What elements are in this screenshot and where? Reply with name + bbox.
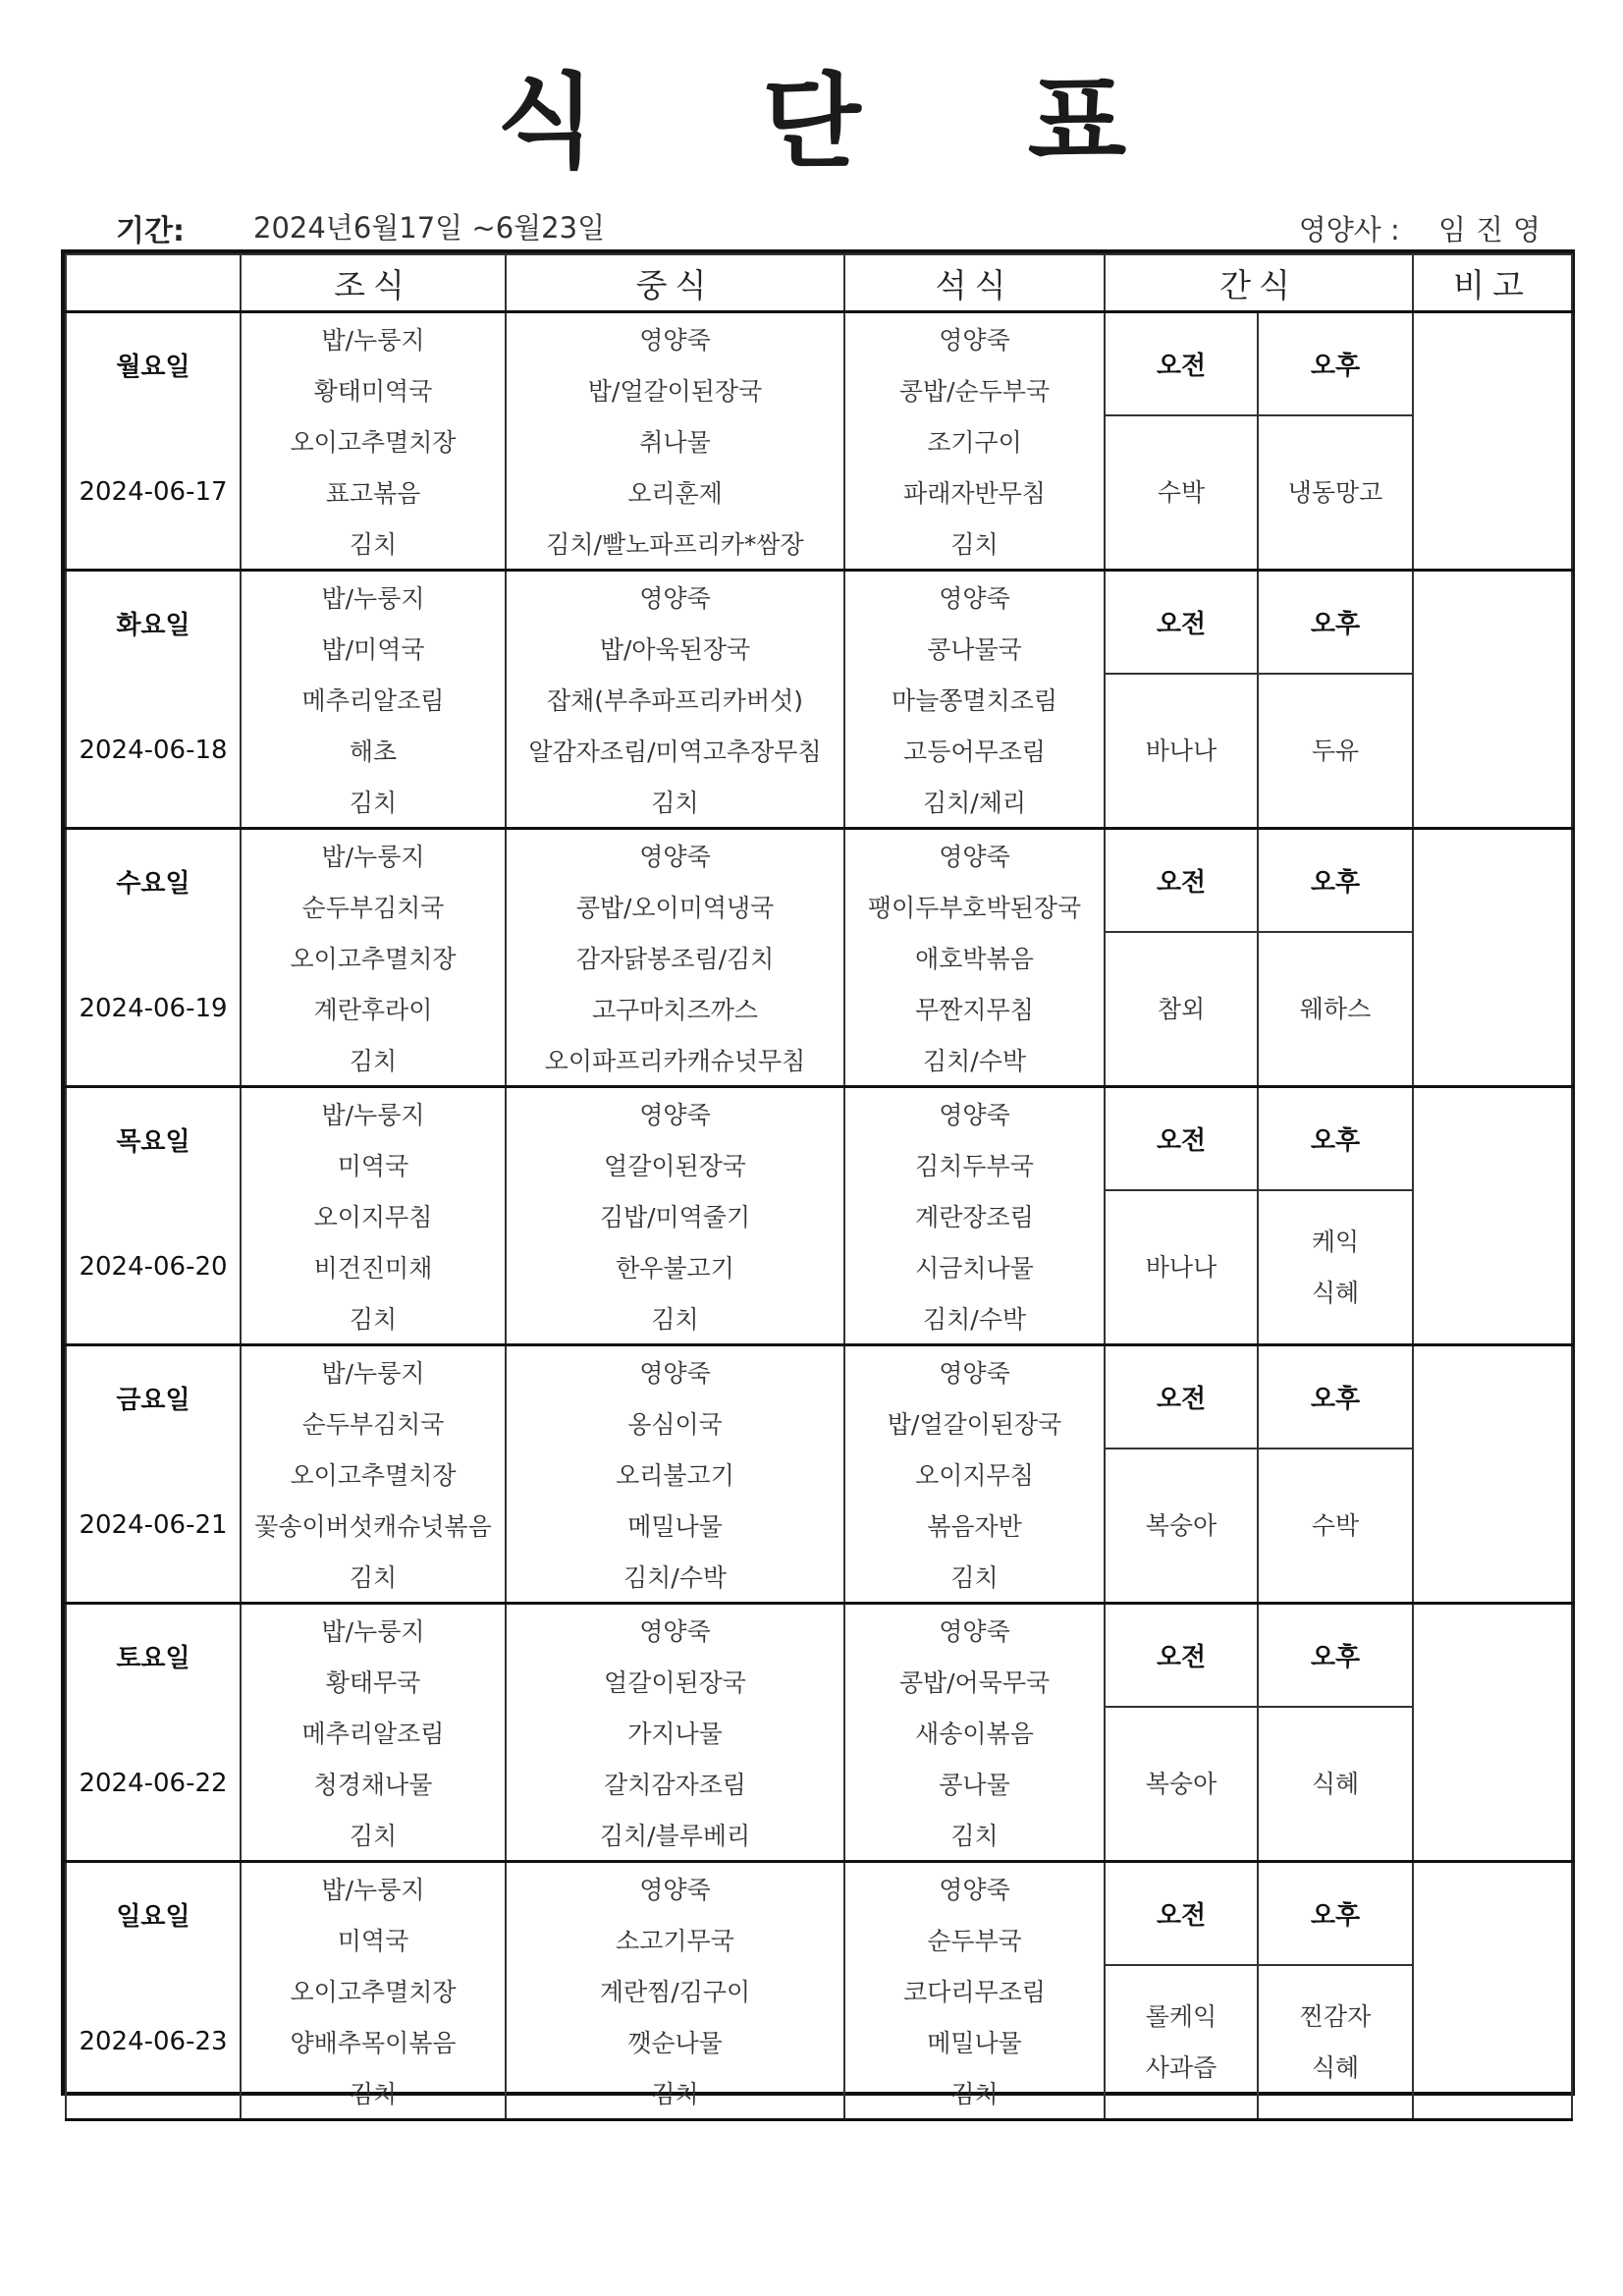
snack-pm-label: 오후 <box>1258 571 1413 675</box>
lunch-item: 콩밥/오이미역냉국 <box>506 881 844 932</box>
dinner-item: 김치 <box>844 2067 1105 2120</box>
lunch-item: 깻순나물 <box>506 2016 844 2067</box>
day-label: 월요일 <box>66 312 241 416</box>
lunch-item: 김치 <box>506 1292 844 1345</box>
lunch-item: 가지나물 <box>506 1707 844 1758</box>
header-dinner: 석식 <box>844 254 1105 312</box>
date-label: 2024-06-17 <box>66 415 241 571</box>
lunch-item: 김치 <box>506 776 844 829</box>
breakfast-item: 밥/누룽지 <box>241 312 506 365</box>
lunch-item: 영양죽 <box>506 571 844 624</box>
day-label: 일요일 <box>66 1862 241 1966</box>
menu-row <box>66 674 1572 725</box>
lunch-item: 한우불고기 <box>506 1241 844 1292</box>
lunch-item: 김치/빨노파프리카*쌈장 <box>506 518 844 571</box>
note-cell <box>1413 1345 1572 1604</box>
dinner-item: 영양죽 <box>844 571 1105 624</box>
dinner-item: 김치 <box>844 1809 1105 1862</box>
dinner-item: 영양죽 <box>844 1862 1105 1915</box>
header-breakfast: 조식 <box>241 254 506 312</box>
dinner-item: 팽이두부호박된장국 <box>844 881 1105 932</box>
lunch-item: 얼갈이된장국 <box>506 1656 844 1707</box>
menu-row <box>66 932 1572 983</box>
breakfast-item: 밥/누룽지 <box>241 571 506 624</box>
menu-row <box>66 1449 1572 1500</box>
breakfast-item: 해초 <box>241 725 506 776</box>
lunch-item: 오리훈제 <box>506 466 844 518</box>
snack-pm-value: 냉동망고 <box>1258 415 1413 571</box>
menu-table-frame <box>61 249 1575 2108</box>
breakfast-item: 밥/미역국 <box>241 623 506 674</box>
day-label: 화요일 <box>66 571 241 675</box>
lunch-item: 얼갈이된장국 <box>506 1139 844 1190</box>
snack-pm-value: 케익 식혜 <box>1258 1190 1413 1345</box>
dinner-item: 순두부국 <box>844 1914 1105 1965</box>
title-char-3: 표 <box>1027 62 1127 182</box>
lunch-item: 김치/수박 <box>506 1551 844 1604</box>
snack-pm-label: 오후 <box>1258 312 1413 416</box>
breakfast-item: 밥/누룽지 <box>241 1345 506 1398</box>
dinner-item: 영양죽 <box>844 312 1105 365</box>
dinner-item: 콩밥/순두부국 <box>844 364 1105 415</box>
dinner-item: 영양죽 <box>844 829 1105 882</box>
breakfast-item: 오이고추멸치장 <box>241 932 506 983</box>
menu-row <box>66 1862 1572 1915</box>
lunch-item: 오리불고기 <box>506 1449 844 1500</box>
snack-am-label: 오전 <box>1105 1862 1258 1966</box>
menu-row <box>66 1190 1572 1241</box>
dinner-item: 계란장조림 <box>844 1190 1105 1241</box>
lunch-item: 영양죽 <box>506 1604 844 1657</box>
note-cell <box>1413 1087 1572 1345</box>
lunch-item: 김밥/미역줄기 <box>506 1190 844 1241</box>
header-lunch: 중식 <box>506 254 844 312</box>
dinner-item: 김치/수박 <box>844 1034 1105 1087</box>
breakfast-item: 밥/누룽지 <box>241 1862 506 1915</box>
lunch-item: 알감자조림/미역고추장무침 <box>506 725 844 776</box>
date-label: 2024-06-19 <box>66 932 241 1087</box>
lunch-item: 영양죽 <box>506 312 844 365</box>
breakfast-item: 김치 <box>241 1034 506 1087</box>
snack-am-value: 바나나 <box>1105 674 1258 829</box>
lunch-item: 고구마치즈까스 <box>506 983 844 1034</box>
dinner-item: 영양죽 <box>844 1087 1105 1140</box>
dinner-item: 밥/얼갈이된장국 <box>844 1397 1105 1449</box>
menu-table <box>65 253 1573 2121</box>
snack-pm-label: 오후 <box>1258 1087 1413 1191</box>
breakfast-item: 표고볶음 <box>241 466 506 518</box>
lunch-item: 잡채(부추파프리카버섯) <box>506 674 844 725</box>
dinner-item: 조기구이 <box>844 415 1105 466</box>
lunch-item: 영양죽 <box>506 1862 844 1915</box>
breakfast-item: 순두부김치국 <box>241 881 506 932</box>
breakfast-item: 오이고추멸치장 <box>241 1449 506 1500</box>
dinner-item: 김치/수박 <box>844 1292 1105 1345</box>
day-label: 금요일 <box>66 1345 241 1449</box>
date-label: 2024-06-20 <box>66 1190 241 1345</box>
dinner-item: 파래자반무침 <box>844 466 1105 518</box>
breakfast-item: 김치 <box>241 1551 506 1604</box>
dinner-item: 볶음자반 <box>844 1500 1105 1551</box>
header-row <box>66 254 1572 312</box>
date-label: 2024-06-21 <box>66 1449 241 1604</box>
snack-pm-label: 오후 <box>1258 1604 1413 1708</box>
breakfast-item: 미역국 <box>241 1139 506 1190</box>
lunch-item: 밥/얼갈이된장국 <box>506 364 844 415</box>
lunch-item: 계란찜/김구이 <box>506 1965 844 2016</box>
dinner-item: 김치 <box>844 518 1105 571</box>
period-value: 2024년6월17일 ~6월23일 <box>253 211 606 245</box>
snack-pm-value: 식혜 <box>1258 1707 1413 1862</box>
snack-am-label: 오전 <box>1105 1345 1258 1449</box>
menu-row <box>66 312 1572 365</box>
snack-am-value: 수박 <box>1105 415 1258 571</box>
snack-pm-label: 오후 <box>1258 829 1413 933</box>
breakfast-item: 김치 <box>241 2067 506 2120</box>
dinner-item: 콩밥/어묵무국 <box>844 1656 1105 1707</box>
breakfast-item: 밥/누룽지 <box>241 829 506 882</box>
breakfast-item: 김치 <box>241 776 506 829</box>
breakfast-item: 메추리알조림 <box>241 674 506 725</box>
snack-pm-value: 두유 <box>1258 674 1413 829</box>
lunch-item: 소고기무국 <box>506 1914 844 1965</box>
breakfast-item: 꽃송이버섯캐슈넛볶음 <box>241 1500 506 1551</box>
snack-am-label: 오전 <box>1105 312 1258 416</box>
menu-row <box>66 1604 1572 1657</box>
snack-am-value: 복숭아 <box>1105 1707 1258 1862</box>
breakfast-item: 계란후라이 <box>241 983 506 1034</box>
lunch-item: 감자닭봉조림/김치 <box>506 932 844 983</box>
breakfast-item: 오이고추멸치장 <box>241 1965 506 2016</box>
header-snack: 간식 <box>1105 254 1413 312</box>
page-title <box>0 54 1623 182</box>
menu-row <box>66 829 1572 882</box>
day-label: 수요일 <box>66 829 241 933</box>
lunch-item: 취나물 <box>506 415 844 466</box>
header-blank <box>66 254 241 312</box>
dinner-item: 오이지무침 <box>844 1449 1105 1500</box>
breakfast-item: 김치 <box>241 1809 506 1862</box>
lunch-item: 오이파프리카캐슈넛무침 <box>506 1034 844 1087</box>
snack-pm-value: 수박 <box>1258 1449 1413 1604</box>
menu-row <box>66 1965 1572 2016</box>
menu-row <box>66 1345 1572 1398</box>
menu-row <box>66 1707 1572 1758</box>
breakfast-item: 오이고추멸치장 <box>241 415 506 466</box>
lunch-item: 옹심이국 <box>506 1397 844 1449</box>
note-cell <box>1413 1862 1572 2120</box>
breakfast-item: 순두부김치국 <box>241 1397 506 1449</box>
title-char-2: 단 <box>762 62 861 182</box>
day-label: 토요일 <box>66 1604 241 1708</box>
snack-am-label: 오전 <box>1105 1087 1258 1191</box>
lunch-item: 영양죽 <box>506 1087 844 1140</box>
lunch-item: 밥/아욱된장국 <box>506 623 844 674</box>
dinner-item: 콩나물국 <box>844 623 1105 674</box>
snack-am-value: 복숭아 <box>1105 1449 1258 1604</box>
snack-pm-value: 웨하스 <box>1258 932 1413 1087</box>
dinner-item: 고등어무조림 <box>844 725 1105 776</box>
dinner-item: 시금치나물 <box>844 1241 1105 1292</box>
dinner-item: 메밀나물 <box>844 2016 1105 2067</box>
snack-am-label: 오전 <box>1105 829 1258 933</box>
lunch-item: 메밀나물 <box>506 1500 844 1551</box>
menu-body <box>66 312 1572 2120</box>
note-cell <box>1413 829 1572 1087</box>
snack-am-value: 바나나 <box>1105 1190 1258 1345</box>
breakfast-item: 황태미역국 <box>241 364 506 415</box>
breakfast-item: 청경채나물 <box>241 1758 506 1809</box>
breakfast-item: 김치 <box>241 1292 506 1345</box>
snack-am-value: 롤케익 사과즙 <box>1105 1965 1258 2120</box>
snack-pm-label: 오후 <box>1258 1862 1413 1966</box>
note-cell <box>1413 1604 1572 1862</box>
dinner-item: 코다리무조림 <box>844 1965 1105 2016</box>
menu-row <box>66 1087 1572 1140</box>
breakfast-item: 밥/누룽지 <box>241 1087 506 1140</box>
breakfast-item: 메추리알조림 <box>241 1707 506 1758</box>
breakfast-item: 미역국 <box>241 1914 506 1965</box>
dietitian-label: 영양사 : <box>1298 213 1400 246</box>
snack-am-value: 참외 <box>1105 932 1258 1087</box>
dinner-item: 김치/체리 <box>844 776 1105 829</box>
dinner-item: 영양죽 <box>844 1345 1105 1398</box>
dietitian <box>1299 208 1550 248</box>
note-cell <box>1413 571 1572 829</box>
dinner-item: 콩나물 <box>844 1758 1105 1809</box>
snack-pm-value: 찐감자 식혜 <box>1258 1965 1413 2120</box>
note-cell <box>1413 312 1572 571</box>
date-label: 2024-06-18 <box>66 674 241 829</box>
period-label: 기간: <box>116 214 185 248</box>
snack-am-label: 오전 <box>1105 1604 1258 1708</box>
snack-am-label: 오전 <box>1105 571 1258 675</box>
snack-pm-label: 오후 <box>1258 1345 1413 1449</box>
breakfast-item: 황태무국 <box>241 1656 506 1707</box>
lunch-item: 김치 <box>506 2067 844 2120</box>
lunch-item: 김치/블루베리 <box>506 1809 844 1862</box>
date-label: 2024-06-22 <box>66 1707 241 1862</box>
dinner-item: 김치 <box>844 1551 1105 1604</box>
dinner-item: 마늘쫑멸치조림 <box>844 674 1105 725</box>
dinner-item: 새송이볶음 <box>844 1707 1105 1758</box>
lunch-item: 영양죽 <box>506 1345 844 1398</box>
dinner-item: 애호박볶음 <box>844 932 1105 983</box>
menu-row <box>66 571 1572 624</box>
dinner-item: 영양죽 <box>844 1604 1105 1657</box>
header-note: 비고 <box>1413 254 1572 312</box>
breakfast-item: 양배추목이볶음 <box>241 2016 506 2067</box>
breakfast-item: 김치 <box>241 518 506 571</box>
lunch-item: 영양죽 <box>506 829 844 882</box>
lunch-item: 갈치감자조림 <box>506 1758 844 1809</box>
date-label: 2024-06-23 <box>66 1965 241 2120</box>
dietitian-name: 임진영 <box>1437 213 1550 246</box>
dinner-item: 김치두부국 <box>844 1139 1105 1190</box>
breakfast-item: 밥/누룽지 <box>241 1604 506 1657</box>
day-label: 목요일 <box>66 1087 241 1191</box>
menu-row <box>66 415 1572 466</box>
breakfast-item: 오이지무침 <box>241 1190 506 1241</box>
dinner-item: 무짠지무침 <box>844 983 1105 1034</box>
breakfast-item: 비건진미채 <box>241 1241 506 1292</box>
title-char-1: 식 <box>496 62 596 182</box>
